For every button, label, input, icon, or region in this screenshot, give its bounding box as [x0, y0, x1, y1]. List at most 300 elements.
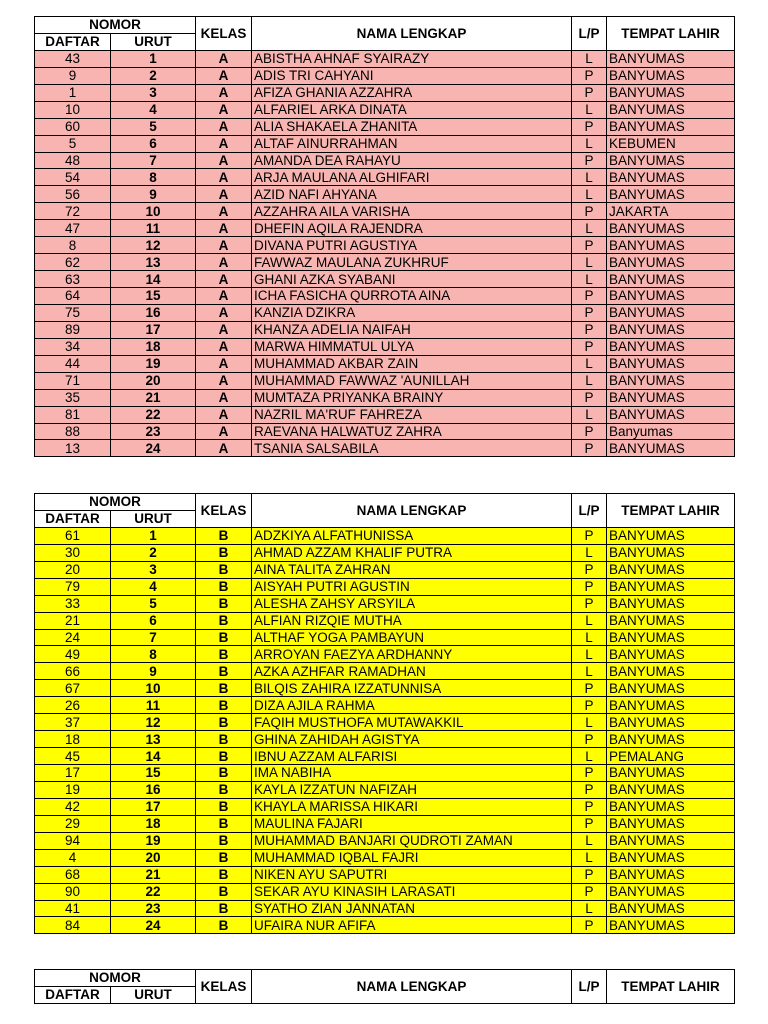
cell-nama: SEKAR AYU KINASIH LARASATI [252, 883, 572, 900]
cell-nama: ADZKIYA ALFATHUNISSA [252, 527, 572, 544]
cell-lp: L [572, 271, 607, 288]
table-row [35, 748, 735, 765]
table-row [35, 406, 735, 423]
cell-urut: 6 [111, 612, 196, 629]
table-row [35, 288, 735, 305]
cell-nama: DIZA AJILA RAHMA [252, 697, 572, 714]
cell-lp: P [572, 67, 607, 84]
cell-lp: L [572, 355, 607, 372]
cell-kelas: A [196, 372, 252, 389]
cell-nama: KHANZA ADELIA NAIFAH [252, 321, 572, 338]
cell-tempat: BANYUMAS [607, 406, 735, 423]
table-row [35, 663, 735, 680]
header-tempat: TEMPAT LAHIR [607, 17, 735, 51]
cell-nama: NAZRIL MA'RUF FAHREZA [252, 406, 572, 423]
cell-tempat: BANYUMAS [607, 389, 735, 406]
cell-tempat: BANYUMAS [607, 338, 735, 355]
cell-kelas: B [196, 544, 252, 561]
cell-tempat: BANYUMAS [607, 561, 735, 578]
table-header [35, 970, 735, 1004]
cell-daftar: 63 [35, 271, 111, 288]
cell-lp: P [572, 866, 607, 883]
table-row [35, 169, 735, 186]
cell-nama: MAULINA FAJARI [252, 815, 572, 832]
cell-tempat: BANYUMAS [607, 372, 735, 389]
table-row [35, 440, 735, 457]
cell-kelas: B [196, 900, 252, 917]
header-tempat: TEMPAT LAHIR [607, 970, 735, 1004]
cell-tempat: BANYUMAS [607, 714, 735, 731]
cell-urut: 6 [111, 135, 196, 152]
cell-urut: 4 [111, 101, 196, 118]
cell-daftar: 64 [35, 288, 111, 305]
cell-urut: 18 [111, 815, 196, 832]
cell-daftar: 1 [35, 84, 111, 101]
cell-kelas: B [196, 781, 252, 798]
cell-nama: GHINA ZAHIDAH AGISTYA [252, 731, 572, 748]
cell-nama: ALFIAN RIZQIE MUTHA [252, 612, 572, 629]
cell-daftar: 89 [35, 321, 111, 338]
class-a-table [34, 16, 735, 457]
cell-tempat: BANYUMAS [607, 578, 735, 595]
cell-kelas: B [196, 798, 252, 815]
table-row [35, 815, 735, 832]
cell-nama: DIVANA PUTRI AGUSTIYA [252, 237, 572, 254]
cell-nama: MUMTAZA PRIYANKA BRAINY [252, 389, 572, 406]
table-row [35, 101, 735, 118]
cell-lp: P [572, 118, 607, 135]
cell-tempat: JAKARTA [607, 203, 735, 220]
cell-lp: P [572, 578, 607, 595]
cell-kelas: A [196, 254, 252, 271]
header-kelas: KELAS [196, 970, 252, 1004]
cell-lp: P [572, 84, 607, 101]
cell-daftar: 37 [35, 714, 111, 731]
cell-daftar: 33 [35, 595, 111, 612]
cell-tempat: BANYUMAS [607, 220, 735, 237]
cell-daftar: 49 [35, 646, 111, 663]
cell-nama: KAYLA IZZATUN NAFIZAH [252, 781, 572, 798]
cell-nama: BILQIS ZAHIRA IZZATUNNISA [252, 680, 572, 697]
cell-kelas: B [196, 832, 252, 849]
cell-tempat: BANYUMAS [607, 866, 735, 883]
cell-kelas: B [196, 849, 252, 866]
cell-urut: 5 [111, 595, 196, 612]
cell-urut: 23 [111, 900, 196, 917]
cell-tempat: BANYUMAS [607, 680, 735, 697]
cell-nama: ALFARIEL ARKA DINATA [252, 101, 572, 118]
cell-lp: L [572, 629, 607, 646]
cell-kelas: B [196, 697, 252, 714]
cell-tempat: BANYUMAS [607, 355, 735, 372]
cell-lp: P [572, 527, 607, 544]
cell-tempat: BANYUMAS [607, 118, 735, 135]
table-row [35, 646, 735, 663]
cell-daftar: 90 [35, 883, 111, 900]
cell-lp: P [572, 152, 607, 169]
cell-kelas: A [196, 423, 252, 440]
cell-tempat: BANYUMAS [607, 646, 735, 663]
cell-lp: P [572, 321, 607, 338]
cell-tempat: BANYUMAS [607, 440, 735, 457]
cell-tempat: BANYUMAS [607, 900, 735, 917]
cell-urut: 3 [111, 84, 196, 101]
cell-lp: L [572, 646, 607, 663]
cell-nama: FAWWAZ MAULANA ZUKHRUF [252, 254, 572, 271]
cell-kelas: B [196, 612, 252, 629]
header-daftar: DAFTAR [35, 510, 111, 527]
cell-lp: P [572, 781, 607, 798]
cell-daftar: 68 [35, 866, 111, 883]
cell-tempat: BANYUMAS [607, 595, 735, 612]
cell-tempat: BANYUMAS [607, 832, 735, 849]
cell-nama: MUHAMMAD FAWWAZ 'AUNILLAH [252, 372, 572, 389]
cell-kelas: B [196, 866, 252, 883]
cell-kelas: B [196, 680, 252, 697]
cell-lp: L [572, 544, 607, 561]
cell-nama: MUHAMMAD AKBAR ZAIN [252, 355, 572, 372]
cell-urut: 12 [111, 237, 196, 254]
cell-lp: P [572, 883, 607, 900]
cell-tempat: BANYUMAS [607, 544, 735, 561]
cell-daftar: 35 [35, 389, 111, 406]
cell-lp: P [572, 237, 607, 254]
cell-nama: ALTHAF YOGA PAMBAYUN [252, 629, 572, 646]
cell-kelas: B [196, 663, 252, 680]
cell-nama: KHAYLA MARISSA HIKARI [252, 798, 572, 815]
cell-nama: AHMAD AZZAM KHALIF PUTRA [252, 544, 572, 561]
cell-lp: P [572, 423, 607, 440]
cell-tempat: BANYUMAS [607, 697, 735, 714]
cell-tempat: BANYUMAS [607, 883, 735, 900]
cell-lp: L [572, 169, 607, 186]
cell-urut: 2 [111, 544, 196, 561]
cell-kelas: A [196, 186, 252, 203]
cell-lp: P [572, 338, 607, 355]
cell-daftar: 13 [35, 440, 111, 457]
cell-daftar: 41 [35, 900, 111, 917]
header-tempat: TEMPAT LAHIR [607, 494, 735, 528]
cell-daftar: 60 [35, 118, 111, 135]
cell-urut: 17 [111, 798, 196, 815]
cell-lp: L [572, 220, 607, 237]
cell-kelas: A [196, 220, 252, 237]
header-urut: URUT [111, 510, 196, 527]
cell-lp: P [572, 440, 607, 457]
header-nomor: NOMOR [35, 970, 196, 987]
cell-tempat: Banyumas [607, 423, 735, 440]
cell-urut: 22 [111, 883, 196, 900]
cell-lp: L [572, 612, 607, 629]
cell-kelas: A [196, 84, 252, 101]
table-row [35, 67, 735, 84]
cell-daftar: 81 [35, 406, 111, 423]
cell-nama: ALESHA ZAHSY ARSYILA [252, 595, 572, 612]
cell-daftar: 88 [35, 423, 111, 440]
cell-nama: KANZIA DZIKRA [252, 304, 572, 321]
header-daftar: DAFTAR [35, 986, 111, 1003]
cell-nama: UFAIRA NUR AFIFA [252, 917, 572, 934]
cell-kelas: A [196, 321, 252, 338]
cell-urut: 11 [111, 697, 196, 714]
cell-urut: 24 [111, 917, 196, 934]
cell-lp: L [572, 714, 607, 731]
cell-urut: 12 [111, 714, 196, 731]
cell-tempat: BANYUMAS [607, 186, 735, 203]
cell-daftar: 30 [35, 544, 111, 561]
cell-kelas: A [196, 304, 252, 321]
cell-lp: P [572, 561, 607, 578]
table-row [35, 84, 735, 101]
table-row [35, 271, 735, 288]
cell-lp: L [572, 832, 607, 849]
cell-nama: ARJA MAULANA ALGHIFARI [252, 169, 572, 186]
cell-lp: P [572, 203, 607, 220]
cell-lp: P [572, 815, 607, 832]
cell-tempat: BANYUMAS [607, 50, 735, 67]
cell-kelas: A [196, 355, 252, 372]
cell-kelas: B [196, 765, 252, 782]
class-b-table [34, 493, 735, 934]
cell-nama: ALIA SHAKAELA ZHANITA [252, 118, 572, 135]
cell-urut: 15 [111, 765, 196, 782]
cell-daftar: 75 [35, 304, 111, 321]
table-row [35, 135, 735, 152]
cell-kelas: A [196, 118, 252, 135]
table-row [35, 629, 735, 646]
cell-tempat: BANYUMAS [607, 765, 735, 782]
cell-urut: 16 [111, 304, 196, 321]
cell-daftar: 67 [35, 680, 111, 697]
cell-lp: P [572, 389, 607, 406]
cell-daftar: 62 [35, 254, 111, 271]
header-kelas: KELAS [196, 494, 252, 528]
cell-nama: IBNU AZZAM ALFARISI [252, 748, 572, 765]
table-row [35, 389, 735, 406]
cell-urut: 20 [111, 849, 196, 866]
cell-nama: RAEVANA HALWATUZ ZAHRA [252, 423, 572, 440]
header-nama: NAMA LENGKAP [252, 494, 572, 528]
cell-tempat: BANYUMAS [607, 527, 735, 544]
table-row [35, 237, 735, 254]
cell-urut: 7 [111, 152, 196, 169]
cell-nama: AZZAHRA AILA VARISHA [252, 203, 572, 220]
table-row [35, 917, 735, 934]
cell-lp: L [572, 406, 607, 423]
cell-daftar: 29 [35, 815, 111, 832]
table-row [35, 765, 735, 782]
cell-tempat: BANYUMAS [607, 612, 735, 629]
cell-kelas: B [196, 883, 252, 900]
cell-tempat: BANYUMAS [607, 815, 735, 832]
cell-daftar: 45 [35, 748, 111, 765]
table-row [35, 561, 735, 578]
cell-nama: AINA TALITA ZAHRAN [252, 561, 572, 578]
cell-urut: 22 [111, 406, 196, 423]
cell-urut: 4 [111, 578, 196, 595]
table-body [35, 527, 735, 934]
cell-kelas: A [196, 152, 252, 169]
cell-urut: 9 [111, 186, 196, 203]
cell-daftar: 8 [35, 237, 111, 254]
header-kelas: KELAS [196, 17, 252, 51]
cell-nama: ICHA FASICHA QURROTA AINA [252, 288, 572, 305]
table-header [35, 17, 735, 51]
header-nomor: NOMOR [35, 17, 196, 34]
cell-nama: GHANI AZKA SYABANI [252, 271, 572, 288]
cell-kelas: B [196, 629, 252, 646]
cell-lp: P [572, 917, 607, 934]
table-row [35, 254, 735, 271]
table-row [35, 680, 735, 697]
cell-daftar: 21 [35, 612, 111, 629]
cell-daftar: 26 [35, 697, 111, 714]
cell-urut: 14 [111, 271, 196, 288]
cell-kelas: B [196, 646, 252, 663]
cell-nama: AISYAH PUTRI AGUSTIN [252, 578, 572, 595]
table-row [35, 832, 735, 849]
cell-kelas: B [196, 578, 252, 595]
cell-lp: L [572, 372, 607, 389]
table-body [35, 50, 735, 457]
cell-urut: 5 [111, 118, 196, 135]
cell-daftar: 20 [35, 561, 111, 578]
table-row [35, 338, 735, 355]
cell-daftar: 54 [35, 169, 111, 186]
cell-tempat: BANYUMAS [607, 304, 735, 321]
cell-nama: IMA NABIHA [252, 765, 572, 782]
cell-urut: 13 [111, 731, 196, 748]
cell-kelas: B [196, 731, 252, 748]
header-nomor: NOMOR [35, 494, 196, 511]
cell-nama: FAQIH MUSTHOFA MUTAWAKKIL [252, 714, 572, 731]
cell-urut: 8 [111, 169, 196, 186]
cell-nama: AFIZA GHANIA AZZAHRA [252, 84, 572, 101]
cell-kelas: B [196, 595, 252, 612]
cell-nama: AZID NAFI AHYANA [252, 186, 572, 203]
cell-urut: 1 [111, 527, 196, 544]
cell-lp: P [572, 798, 607, 815]
table-row [35, 578, 735, 595]
cell-lp: P [572, 697, 607, 714]
cell-daftar: 10 [35, 101, 111, 118]
cell-nama: SYATHO ZIAN JANNATAN [252, 900, 572, 917]
cell-tempat: BANYUMAS [607, 169, 735, 186]
cell-nama: DHEFIN AQILA RAJENDRA [252, 220, 572, 237]
cell-kelas: B [196, 527, 252, 544]
cell-lp: L [572, 186, 607, 203]
table-row [35, 118, 735, 135]
header-urut: URUT [111, 33, 196, 50]
cell-daftar: 17 [35, 765, 111, 782]
cell-kelas: A [196, 406, 252, 423]
header-lp: L/P [572, 970, 607, 1004]
table-row [35, 304, 735, 321]
cell-daftar: 4 [35, 849, 111, 866]
cell-daftar: 79 [35, 578, 111, 595]
cell-nama: NIKEN AYU SAPUTRI [252, 866, 572, 883]
cell-kelas: A [196, 338, 252, 355]
cell-urut: 11 [111, 220, 196, 237]
table-row [35, 900, 735, 917]
cell-lp: P [572, 288, 607, 305]
cell-urut: 17 [111, 321, 196, 338]
cell-nama: TSANIA SALSABILA [252, 440, 572, 457]
cell-daftar: 47 [35, 220, 111, 237]
table-row [35, 50, 735, 67]
cell-urut: 14 [111, 748, 196, 765]
table-row [35, 355, 735, 372]
cell-urut: 21 [111, 389, 196, 406]
cell-daftar: 9 [35, 67, 111, 84]
cell-kelas: A [196, 101, 252, 118]
cell-tempat: BANYUMAS [607, 731, 735, 748]
cell-urut: 3 [111, 561, 196, 578]
table-row [35, 423, 735, 440]
header-lp: L/P [572, 494, 607, 528]
cell-urut: 19 [111, 832, 196, 849]
cell-urut: 16 [111, 781, 196, 798]
header-urut: URUT [111, 986, 196, 1003]
cell-lp: L [572, 135, 607, 152]
cell-tempat: BANYUMAS [607, 321, 735, 338]
table-header [35, 494, 735, 528]
cell-kelas: A [196, 203, 252, 220]
cell-urut: 10 [111, 680, 196, 697]
table-row [35, 527, 735, 544]
cell-nama: ADIS TRI CAHYANI [252, 67, 572, 84]
cell-kelas: A [196, 169, 252, 186]
cell-tempat: KEBUMEN [607, 135, 735, 152]
cell-daftar: 71 [35, 372, 111, 389]
cell-daftar: 34 [35, 338, 111, 355]
table-row [35, 372, 735, 389]
cell-lp: L [572, 663, 607, 680]
cell-nama: AZKA AZHFAR RAMADHAN [252, 663, 572, 680]
table-row [35, 883, 735, 900]
cell-kelas: B [196, 714, 252, 731]
cell-urut: 7 [111, 629, 196, 646]
cell-lp: P [572, 680, 607, 697]
table-row [35, 866, 735, 883]
cell-urut: 1 [111, 50, 196, 67]
cell-lp: P [572, 595, 607, 612]
class-c-table [34, 969, 735, 1004]
table-row [35, 544, 735, 561]
cell-tempat: BANYUMAS [607, 849, 735, 866]
cell-urut: 20 [111, 372, 196, 389]
cell-tempat: BANYUMAS [607, 152, 735, 169]
cell-nama: ARROYAN FAEZYA ARDHANNY [252, 646, 572, 663]
cell-daftar: 42 [35, 798, 111, 815]
cell-nama: MUHAMMAD BANJARI QUDROTI ZAMAN [252, 832, 572, 849]
table-row [35, 321, 735, 338]
header-daftar: DAFTAR [35, 33, 111, 50]
cell-kelas: B [196, 917, 252, 934]
cell-daftar: 56 [35, 186, 111, 203]
table-row [35, 203, 735, 220]
table-row [35, 152, 735, 169]
cell-daftar: 44 [35, 355, 111, 372]
table-row [35, 798, 735, 815]
cell-daftar: 18 [35, 731, 111, 748]
cell-tempat: BANYUMAS [607, 288, 735, 305]
cell-daftar: 24 [35, 629, 111, 646]
cell-daftar: 48 [35, 152, 111, 169]
cell-daftar: 19 [35, 781, 111, 798]
cell-urut: 21 [111, 866, 196, 883]
cell-kelas: A [196, 271, 252, 288]
